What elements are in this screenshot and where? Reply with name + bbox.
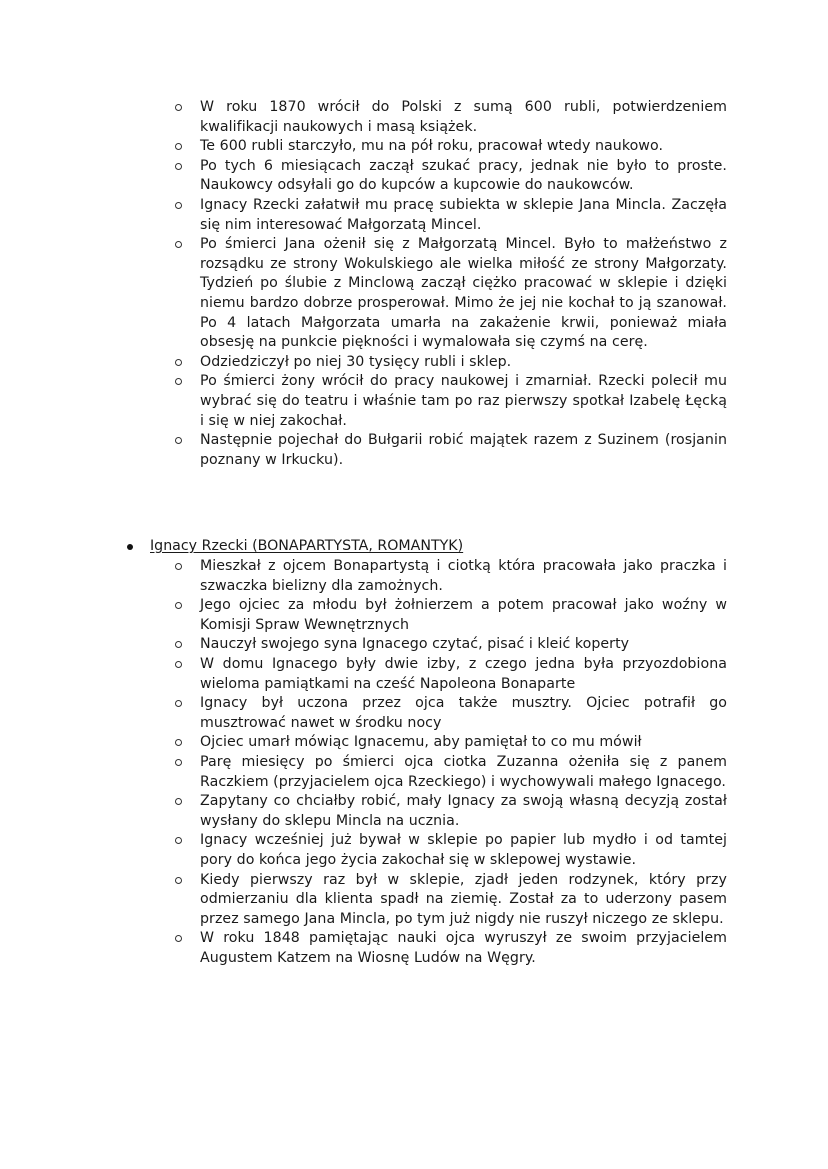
hollow-circle-bullet-icon bbox=[175, 163, 182, 170]
list-item bbox=[200, 831, 727, 870]
list-item-text: Po śmierci żony wrócił do pracy naukowej i zmarniał. Rzecki polecił mu wybrać się do teatru i właśnie tam po raz pierwszy spotkał Izabelę Łęcką i się w niej zakochał. bbox=[200, 373, 727, 429]
hollow-circle-bullet-icon bbox=[175, 143, 182, 150]
section-heading-rzecki bbox=[150, 537, 463, 557]
rzecki-sublist bbox=[200, 557, 727, 968]
hollow-circle-bullet-icon bbox=[175, 378, 182, 385]
list-item bbox=[200, 235, 727, 353]
list-item bbox=[200, 753, 727, 792]
hollow-circle-bullet-icon bbox=[175, 739, 182, 746]
list-item-text: Po tych 6 miesiącach zaczął szukać pracy, jednak nie było to proste. Naukowcy odsyłali go do kupców a kupcowie do naukowców. bbox=[200, 157, 727, 194]
list-item bbox=[200, 694, 727, 733]
hollow-circle-bullet-icon bbox=[175, 241, 182, 248]
list-item bbox=[200, 871, 727, 930]
hollow-circle-bullet-icon bbox=[175, 641, 182, 648]
list-item bbox=[200, 431, 727, 470]
hollow-circle-bullet-icon bbox=[175, 935, 182, 942]
list-item-text: Parę miesięcy po śmierci ojca ciotka Zuzanna ożeniła się z panem Raczkiem (przyjacielem ojca Rzeckiego) i wychowywali małego Ignacego. bbox=[200, 753, 727, 790]
list-item bbox=[200, 792, 727, 831]
list-item-text: Ignacy był uczona przez ojca także musztry. Ojciec potrafił go musztrować nawet w środku nocy bbox=[200, 695, 727, 731]
hollow-circle-bullet-icon bbox=[175, 700, 182, 707]
list-item bbox=[200, 353, 727, 373]
list-item bbox=[200, 929, 727, 968]
list-item-text: Ojciec umarł mówiąc Ignacemu, aby pamiętał to co mu mówił bbox=[200, 734, 642, 751]
section-heading-text: Ignacy Rzecki (BONAPARTYSTA, ROMANTYK) bbox=[150, 538, 464, 554]
list-item bbox=[200, 733, 727, 753]
hollow-circle-bullet-icon bbox=[175, 202, 182, 209]
list-item-text: Jego ojciec za młodu był żołnierzem a potem pracował jako woźny w Komisji Spraw Wewnętrznych bbox=[200, 597, 727, 633]
list-item-text: W domu Ignacego były dwie izby, z czego jedna była przyozdobiona wieloma pamiątkami na cześć Napoleona Bonaparte bbox=[200, 655, 727, 692]
list-item bbox=[200, 137, 727, 157]
list-item-text: W roku 1870 wrócił do Polski z sumą 600 rubli, potwierdzeniem kwalifikacji naukowych i masą książek. bbox=[200, 99, 727, 135]
list-item bbox=[200, 157, 727, 196]
hollow-circle-bullet-icon bbox=[175, 359, 182, 366]
hollow-circle-bullet-icon bbox=[175, 563, 182, 570]
list-item bbox=[200, 557, 727, 596]
list-item bbox=[200, 635, 727, 655]
list-item-text: Zapytany co chciałby robić, mały Ignacy za swoją własną decyzją został wysłany do sklepu Mincla na ucznia. bbox=[200, 793, 727, 829]
list-item bbox=[200, 372, 727, 431]
filled-circle-bullet-icon bbox=[127, 544, 133, 550]
hollow-circle-bullet-icon bbox=[175, 437, 182, 444]
list-item-text: Mieszkał z ojcem Bonapartystą i ciotką która pracowała jako praczka i szwaczka bielizny dla zamożnych. bbox=[200, 558, 727, 594]
list-item bbox=[200, 98, 727, 137]
hollow-circle-bullet-icon bbox=[175, 877, 182, 884]
list-item bbox=[200, 596, 727, 635]
list-item-text: Te 600 rubli starczyło, mu na pół roku, pracował wtedy naukowo. bbox=[200, 138, 664, 155]
hollow-circle-bullet-icon bbox=[175, 602, 182, 609]
hollow-circle-bullet-icon bbox=[175, 837, 182, 844]
list-item-text: Ignacy Rzecki załatwił mu pracę subiekta w sklepie Jana Mincla. Zaczęła się nim interesować Małgorzatą Mincel. bbox=[200, 196, 727, 233]
list-item-text: Następnie pojechał do Bułgarii robić majątek razem z Suzinem (rosjanin poznany w Irkucku). bbox=[200, 432, 727, 468]
list-item bbox=[200, 655, 727, 694]
list-item-text: Odziedziczył po niej 30 tysięcy rubli i sklep. bbox=[200, 353, 512, 370]
hollow-circle-bullet-icon bbox=[175, 661, 182, 668]
wokulski-sublist bbox=[200, 98, 727, 470]
list-item bbox=[200, 196, 727, 235]
list-item-text: Po śmierci Jana ożenił się z Małgorzatą Mincel. Było to małżeństwo z rozsądku ze strony Wokulskiego ale wielka miłość ze strony Małgorzaty. Tydzień po ślubie z Minclową zaczął ciężko pracować w sklepie i dzięki niemu bardzo dobrze prosperował. Mimo że jej nie kochał to ją szanował. Po 4 latach Małgorzata umarła na zakażenie krwii, ponieważ miała obsesję na punkcie piękności i wymalowała się czymś na cerę. bbox=[200, 236, 727, 351]
hollow-circle-bullet-icon bbox=[175, 759, 182, 766]
list-item-text: Nauczył swojego syna Ignacego czytać, pisać i kleić koperty bbox=[200, 636, 630, 653]
list-item-text: Kiedy pierwszy raz był w sklepie, zjadł jeden rodzynek, który przy odmierzaniu dla klienta spadł na ziemię. Został za to uderzony pasem przez samego Jana Mincla, po tym już nigdy nie ruszył niczego ze sklepu. bbox=[200, 871, 727, 927]
list-item-text: W roku 1848 pamiętając nauki ojca wyruszył ze swoim przyjacielem Augustem Katzem na Wiosnę Ludów na Węgry. bbox=[200, 930, 727, 966]
list-item-text: Ignacy wcześniej już bywał w sklepie po papier lub mydło i od tamtej pory do końca jego życia zakochał się w sklepowej wystawie. bbox=[200, 832, 727, 868]
hollow-circle-bullet-icon bbox=[175, 798, 182, 805]
hollow-circle-bullet-icon bbox=[175, 104, 182, 111]
